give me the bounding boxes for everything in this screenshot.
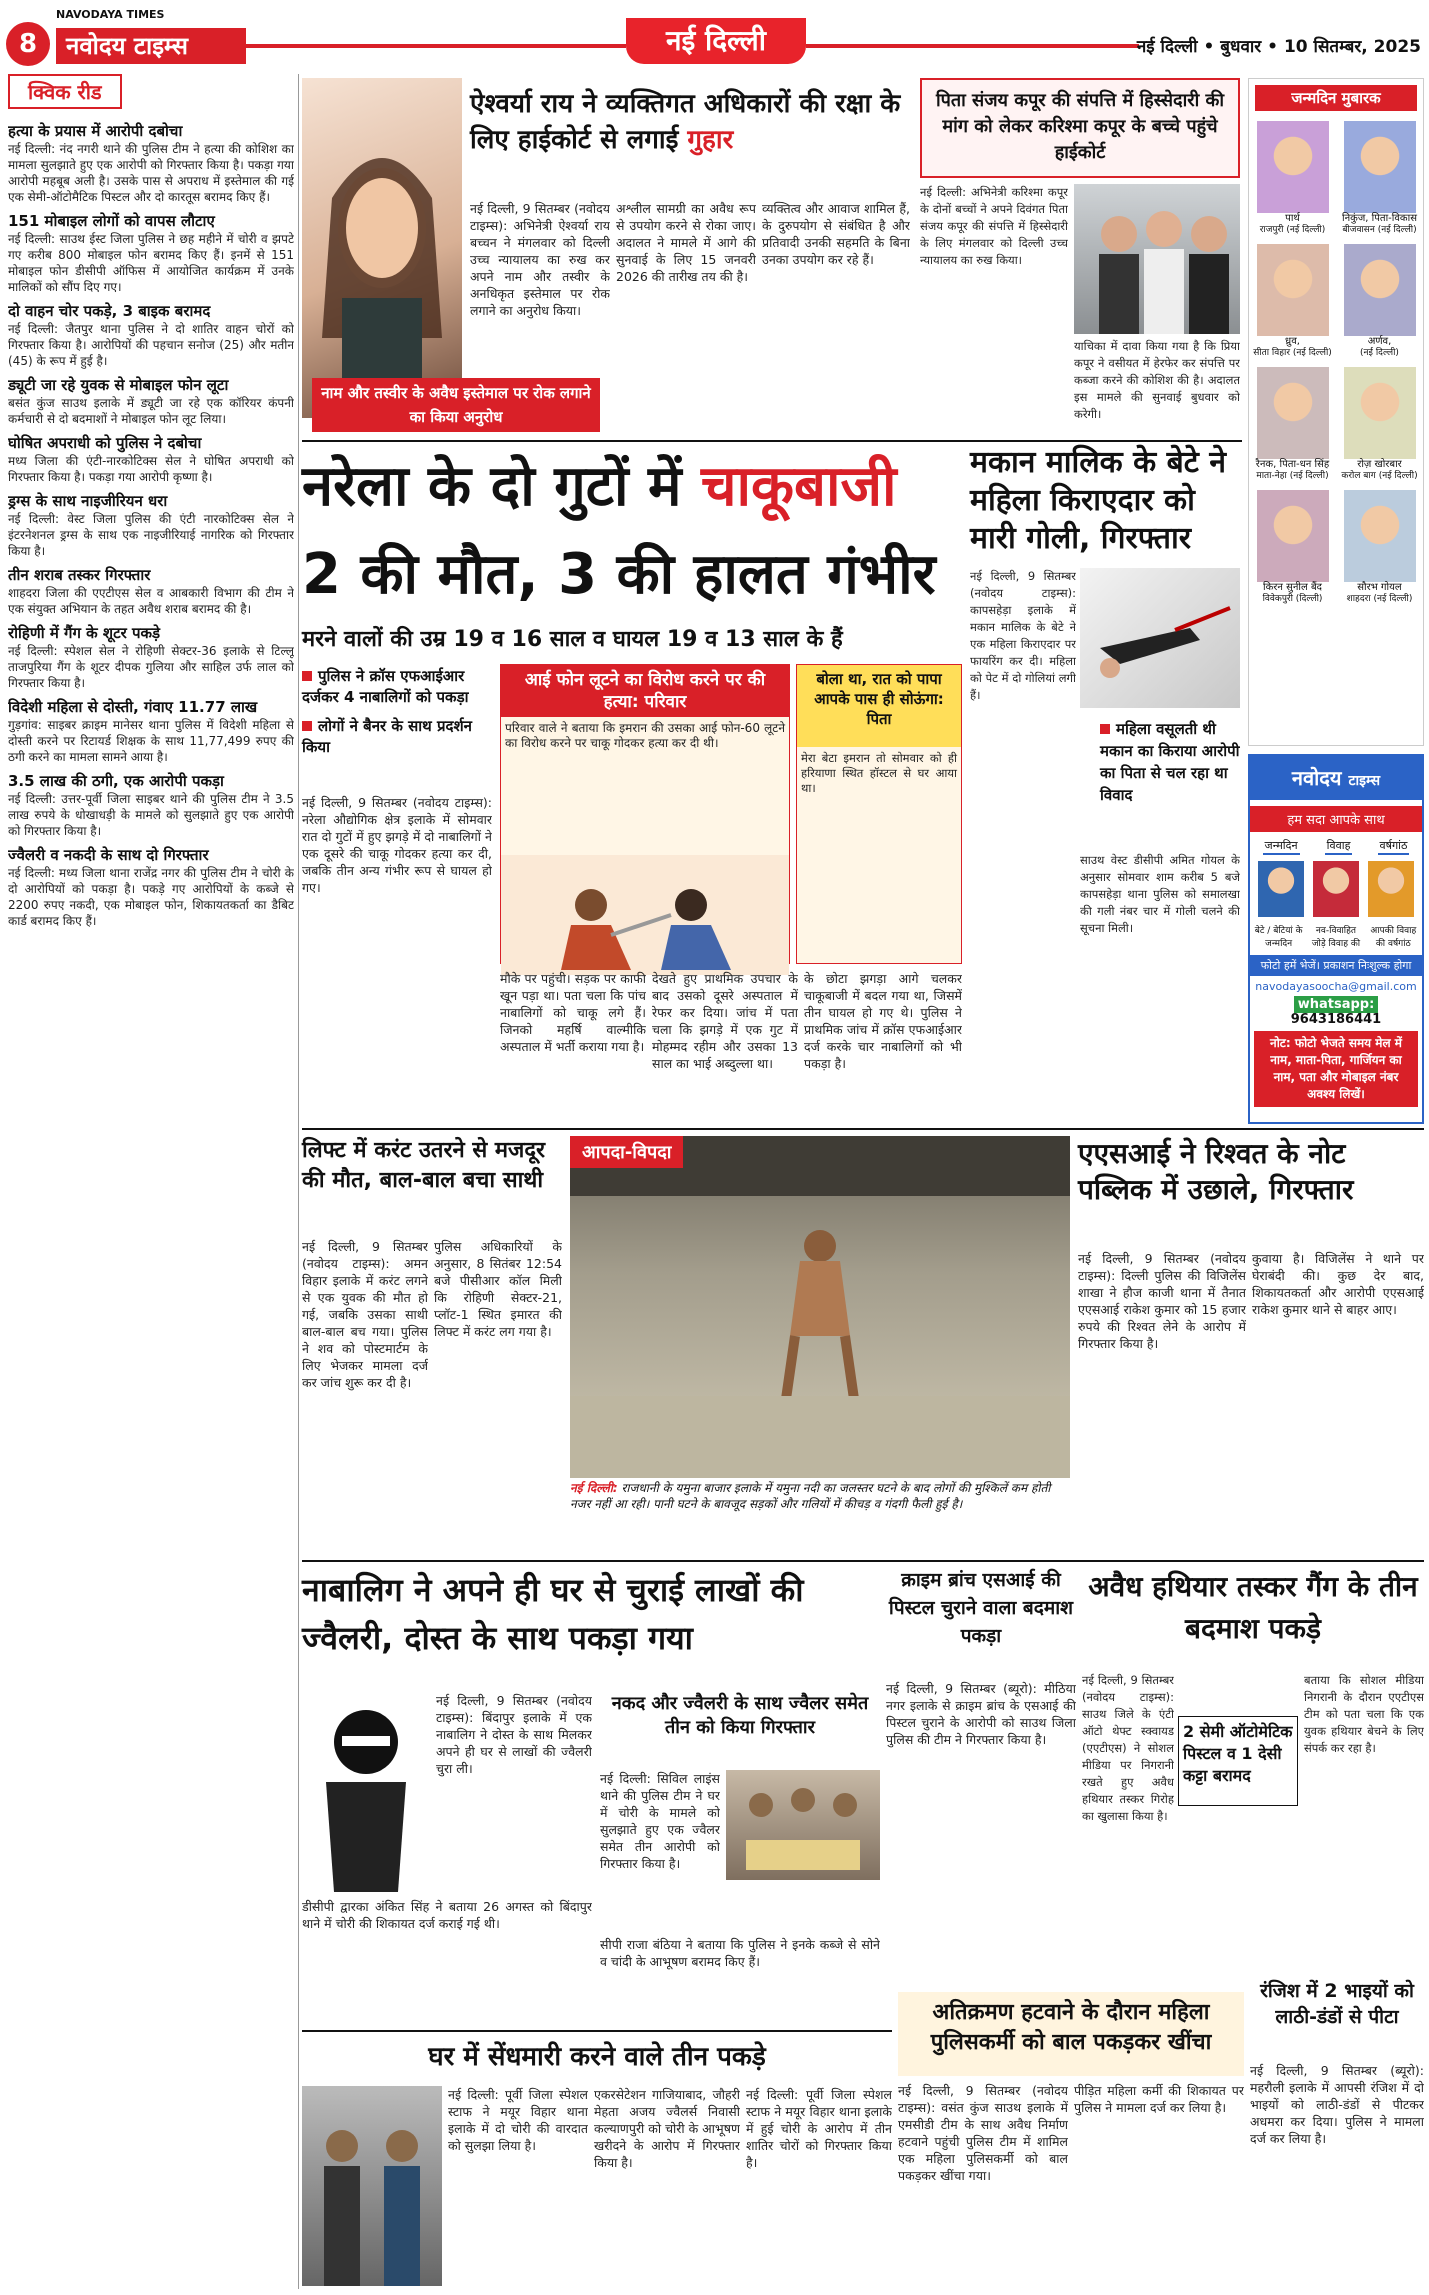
quick-item-text: गुड़गांव: साइबर क्राइम मानेसर थाना पुलिस में विदेशी महिला से दोस्ती करने पर रिटायर्ड शिक्षक के साथ 11,77,499 रुपए की ठगी करने का मामला सामने आया है।	[8, 718, 294, 764]
cash-headline: नकद और ज्वैलरी के साथ ज्वैलर समेत तीन को किया गिरफ्तार	[611, 1693, 869, 1738]
aishwarya-photo	[302, 78, 462, 418]
birthday-place: राजपुरी (नई दिल्ली)	[1259, 225, 1326, 235]
ad-label: नव-विवाहित जोड़े विवाह की	[1311, 926, 1361, 949]
birthday-person	[1339, 121, 1421, 236]
ad-photo-line: फोटो हमें भेजें। प्रकाशन निःशुल्क होगा	[1250, 955, 1422, 976]
birthday-name: किरन सुनील बैंद	[1263, 582, 1322, 593]
narela-bullet-1	[302, 666, 492, 708]
narela-bullet-1-text: पुलिस ने क्रॉस एफआईआर दर्जकर 4 नाबालिगों को पकड़ा	[302, 667, 469, 706]
birthday-grid	[1249, 117, 1423, 609]
birthday-person	[1339, 490, 1421, 605]
birthday-name: रोज़ खोरबार	[1357, 459, 1402, 470]
aishwarya-headline-highlight: गुहार	[687, 125, 734, 155]
ad-tab: विवाह	[1325, 838, 1353, 855]
encroach-text-2: पीड़ित महिला कर्मी की शिकायत पर पुलिस ने मामला दर्ज कर लिया है।	[1074, 2083, 1244, 2115]
flood-caption-lead: नई दिल्ली:	[570, 1481, 618, 1495]
ad-photo-couple	[1313, 861, 1359, 917]
shot-bullet	[1100, 718, 1240, 848]
quick-item-text: बसंत कुंज साउथ इलाके में ड्यूटी जा रहे एक कॉरियर कंपनी कर्मचारी से दो बदमाशों ने मोबाइल फोन लूट लिया।	[8, 396, 294, 426]
gun-photo	[1080, 568, 1240, 708]
quick-item-headline: तीन शराब तस्कर गिरफ्तार	[8, 566, 151, 584]
karisma-photo	[1074, 184, 1240, 334]
bribe-text-1: नई दिल्ली, 9 सितम्बर (नवोदय टाइम्स): दिल्ली पुलिस की विजिलेंस शाखा ने हौज काजी थाना में तैनात एएसआई राकेश कुमार को 15 हजार रुपये की रिश्वत लेने के आरोप में गिरफ्तार किया है।	[1078, 1251, 1246, 1351]
birthday-photo	[1257, 490, 1329, 582]
birthday-place: सीता विहार (नई दिल्ली)	[1253, 348, 1332, 358]
narela-headline-1	[302, 448, 962, 528]
quick-read-heading: क्विक रीड	[8, 74, 122, 109]
aishwarya-headline-text: ऐश्वर्या राय ने व्यक्तिगत अधिकारों की रक्षा के लिए हाईकोर्ट से लगाई	[470, 89, 901, 155]
quick-item-headline: ड्रग्स के साथ नाइजीरियन धरा	[8, 492, 168, 510]
shot-text-1: नई दिल्ली, 9 सितम्बर (नवोदय टाइम्स): कापसहेड़ा इलाके में मकान मालिक के बेटे ने एक महिला किराएदार पर फायरिंग कर दी। महिला को पेट में दो गोलियां लगी हैं।	[970, 569, 1076, 702]
divider	[302, 1128, 1424, 1130]
ad-brand	[1250, 756, 1422, 800]
brothers-text-1: नई दिल्ली, 9 सितम्बर (ब्यूरो): महरौली इलाके में आपसी रंजिश में दो भाइयों को लाठी-डंडों से पीटकर अधमरा कर दिया। पुलिस ने मामला दर्ज कर लिया है।	[1250, 2063, 1424, 2146]
divider	[302, 1560, 1424, 1562]
birthday-photo	[1344, 367, 1416, 459]
lift-headline: लिफ्ट में करंट उतरने से मजदूर की मौत, बाल-बाल बचा साथी	[302, 1138, 546, 1193]
gang-box: 2 सेमी ऑटोमेटिक पिस्टल व 1 देसी कट्टा बरामद	[1178, 1716, 1298, 1806]
quick-item-headline: 3.5 लाख की ठगी, एक आरोपी पकड़ा	[8, 772, 224, 790]
quick-item-text: नई दिल्ली: जैतपुर थाना पुलिस ने दो शातिर वाहन चोरों को गिरफ्तार किया है। आरोपियों की पहचान सनोज (25) और मतीन (45) के रूप में हुई है।	[8, 322, 294, 368]
birthday-name: रैनक, पिता-धन सिंह	[1255, 459, 1330, 470]
narela-illustration	[501, 855, 789, 975]
apda-label: आपदा-विपदा	[570, 1136, 683, 1168]
aishwarya-text-1: नई दिल्ली, 9 सितम्बर (नवोदय टाइम्स): अभिनेत्री ऐश्वर्या राय बच्चन ने मंगलवार को दिल्ली उच्च न्यायालय का रुख कर अपने नाम और तस्वीर के अनधिकृत इस्तेमाल पर रोक लगाने का अनुरोध किया।	[470, 201, 610, 318]
birthday-name: सौरभ गोयल	[1357, 582, 1402, 593]
birthday-photo	[1344, 121, 1416, 213]
birthday-place: माता-नेहा (नई दिल्ली)	[1256, 471, 1329, 481]
crime-text-1: नई दिल्ली, 9 सितम्बर (ब्यूरो): मीठिया नगर इलाके से क्राइम ब्रांच के एसआई की पिस्टल चुराने के आरोपी को साउथ जिला पुलिस की टीम ने गिरफ्तार किया है।	[886, 1681, 1076, 1747]
birthday-person	[1252, 490, 1334, 605]
birthday-person	[1339, 367, 1421, 482]
birthday-person	[1252, 367, 1334, 482]
dateline: नई दिल्ली • बुधवार • 10 सितम्बर, 2025	[1136, 37, 1421, 57]
aishwarya-caption: नाम और तस्वीर के अवैध इस्तेमाल पर रोक लगाने का किया अनुरोध	[312, 378, 600, 432]
narela-text-1: नई दिल्ली, 9 सितम्बर (नवोदय टाइम्स): नरेला औद्योगिक क्षेत्र इलाके में सोमवार रात दो गुटों में हुए झगड़े में दो नाबालिगों ने एक दूसरे की चाकू गोदकर हत्या कर दी, जबकि तीन अन्य गंभीर रूप से घायल हो गए।	[302, 795, 492, 895]
cash-text-2: सीपी राजा बंठिया ने बताया कि पुलिस ने इनके कब्जे से सोने व चांदी के आभूषण बरामद किए हैं।	[600, 1937, 880, 1969]
quick-item-text: नई दिल्ली: नंद नगरी थाने की पुलिस टीम ने हत्या की कोशिश का मामला सुलझाते हुए एक आरोपी को गिरफ्तार किया है। पकड़ा गया आरोपी महबूब अली है। उसके पास से अपराध में इस्तेमाल की गई एक सेमी-ऑटोमैटिक पिस्टल और दो कारतूस बरामद किए हैं।	[8, 142, 294, 204]
burglar-text-2: एकरसेटेशन गाजियाबाद, जौहरी मेहता अजय ज्वैलर्स निवासी कल्याणपुरी को चोरी के आभूषण खरीदने के आरोप में गिरफ्तार किया है।	[594, 2087, 740, 2170]
birthday-place: (नई दिल्ली)	[1360, 348, 1399, 358]
burglar-text-3: नई दिल्ली: पूर्वी जिला स्पेशल स्टाफ ने मयूर विहार थाना इलाके में हुई चोरी के आरोप में तीन शातिर चोरों को गिरफ्तार किया है।	[746, 2087, 892, 2170]
minor-text-2: डीसीपी द्वारका अंकित सिंह ने बताया 26 अगस्त को बिंदापुर थाने में चोरी की शिकायत दर्ज कराई गई थी।	[302, 1899, 592, 1931]
quick-item-headline: रोहिणी में गैंग के शूटर पकड़े	[8, 624, 161, 642]
birthday-photo	[1257, 367, 1329, 459]
page-header	[0, 0, 1429, 64]
gang-text-1: नई दिल्ली, 9 सितम्बर (नवोदय टाइम्स): साउथ जिले के एंटी ऑटो थेफ्ट स्क्वायड (एएटीएस) ने सोशल मीडिया पर निगरानी रखते हुए अवैध हथियार तस्कर गिरोह का खुलासा किया है।	[1082, 1673, 1174, 1823]
shot-headline: मकान मालिक के बेटे ने महिला किराएदार को मारी गोली, गिरफ्तार	[970, 445, 1226, 556]
section-tab: नई दिल्ली	[626, 18, 806, 64]
narela-box-1-text: परिवार वाले ने बताया कि इमरान की उसका आई फोन-60 लूटने का विरोध करने पर चाकू गोदकर हत्या कर दी थी।	[501, 717, 789, 855]
ad-note: नोट: फोटो भेजते समय मेल में नाम, माता-पिता, गार्जियन का नाम, पता और मोबाइल नंबर अवश्य लिखें।	[1254, 1031, 1418, 1107]
birthday-place: शाहदरा (नई दिल्ली)	[1346, 594, 1413, 604]
karisma-headline: पिता संजय कपूर की संपत्ति में हिस्सेदारी की मांग को लेकर करिश्मा कपूर के बच्चे पहुंचे हाईकोर्ट	[920, 78, 1240, 178]
ad-tabs	[1250, 838, 1422, 855]
birthday-photo	[1257, 244, 1329, 336]
thief-illustration	[302, 1692, 430, 1892]
narela-bullet-2	[302, 716, 492, 758]
header-rule-right	[806, 44, 1139, 48]
burglar-headline: घर में सेंधमारी करने वाले तीन पकड़े	[302, 2030, 892, 2080]
quick-item-text: नई दिल्ली: स्पेशल सेल ने रोहिणी सेक्टर-36 इलाके से टिल्लू ताजपुरिया गैंग के शूटर दीपक गुलिया और साहिल उर्फ लाल को गिरफ्तार किया है।	[8, 644, 294, 690]
ad-tagline: हम सदा आपके साथ	[1250, 806, 1422, 832]
ad-email[interactable]: navodayasoocha@gmail.com	[1255, 980, 1417, 993]
narela-box-2-text: मेरा बेटा इमरान तो सोमवार को ही हरियाणा स्थित हॉस्टल से घर आया था।	[797, 747, 961, 963]
birthday-person	[1339, 244, 1421, 359]
brand-small: NAVODAYA TIMES	[56, 8, 165, 21]
quick-item-text: नई दिल्ली: उत्तर-पूर्वी जिला साइबर थाने की पुलिस टीम ने 3.5 लाख रुपये के धोखाधड़ी के मामले को सुलझाते हुए एक आरोपी को गिरफ्तार किया है।	[8, 792, 294, 838]
narela-box-1	[500, 664, 790, 964]
quick-item-text: शाहदरा जिला की एएटीएस सेल व आबकारी विभाग की टीम ने एक संयुक्त अभियान के तहत अवैध शराब बरामद की है।	[8, 586, 294, 616]
aishwarya-text-2: अश्लील सामग्री का अवैध रूप से उपयोग करने से रोका जाए। अदालत ने मामले में आगे की सुनवाई के लिए 15 जनवरी 2026 की तारीख तय की है।	[616, 201, 756, 284]
header-rule-left	[240, 44, 626, 48]
bribe-text-2: कुवाया है। विजिलेंस ने थाने पर घेराबंदी की। कुछ देर बाद, शिकायतकर्ता और आरोपी एएसआई राकेश कुमार थाने से बाहर आए।	[1252, 1251, 1424, 1317]
minor-headline: नाबालिग ने अपने ही घर से चुराई लाखों की ज्वैलरी, दोस्त के साथ पकड़ा गया	[302, 1571, 804, 1657]
bribe-headline: एएसआई ने रिश्वत के नोट पब्लिक में उछाले, गिरफ्तार	[1078, 1137, 1354, 1206]
quick-read-column	[8, 74, 294, 2289]
ad-tab: जन्मदिन	[1263, 838, 1300, 855]
birthday-box	[1248, 78, 1424, 746]
karisma-text-2: याचिका में दावा किया गया है कि प्रिया कपूर ने वसीयत में हेरफेर कर संपत्ति पर कब्जा करने की कोशिश की है। अदालत इस मामले की सुनवाई बुधवार को करेगी।	[1074, 339, 1240, 421]
narela-text-4: के छोटा झगड़ा आगे चलकर चाकूबाजी में बदल गया था, जिसमें तीन घायल हो गए थे। पुलिस ने प्राथमिक जांच में क्रॉस एफआईआर दर्ज करके चार नाबालिगों को भी पकड़ा है।	[804, 971, 962, 1071]
ad-whatsapp[interactable]	[1250, 997, 1422, 1027]
ad-brand-rest: टाइम्स	[1348, 773, 1381, 789]
quick-item-headline: विदेशी महिला से दोस्ती, गंवाए 11.77 लाख	[8, 698, 258, 716]
gang-headline: अवैध हथियार तस्कर गैंग के तीन बदमाश पकड़े	[1088, 1570, 1418, 1645]
birthday-name: अर्णव,	[1367, 336, 1392, 347]
quick-item-text: नई दिल्ली: मध्य जिला थाना राजेंद्र नगर की पुलिस टीम ने चोरी के दो आरोपियों को पकड़ा है। पकड़े गए आरोपियों के कब्जे से 2200 रुपए नकदी, एक मोबाइल फोन, शिकायतकर्ता का डैबिट कार्ड बरामद किए हैं।	[8, 866, 294, 928]
whatsapp-label: whatsapp:	[1294, 996, 1379, 1013]
narela-box-1-title: आई फोन लूटने का विरोध करने पर की हत्या: परिवार	[501, 665, 789, 717]
shot-bullet-text: महिला वसूलती थी मकान का किराया आरोपी का पिता से चल रहा था विवाद	[1100, 720, 1240, 804]
brand-name: नवोदय टाइम्स	[56, 28, 246, 64]
encroach-headline: अतिक्रमण हटवाने के दौरान महिला पुलिसकर्मी को बाल पकड़कर खींचा	[898, 1992, 1244, 2076]
quick-item-headline: दो वाहन चोर पकड़े, 3 बाइक बरामद	[8, 302, 211, 320]
birthday-place: विवेकपुरी (दिल्ली)	[1262, 594, 1323, 604]
quick-item-headline: ज्वैलरी व नकदी के साथ दो गिरफ्तार	[8, 846, 209, 864]
ad-brand-red: नवोदय	[1291, 766, 1342, 790]
burglar-text-1: नई दिल्ली: पूर्वी जिला स्पेशल स्टाफ ने मयूर विहार थाना इलाके में दो चोरी की वारदात को सुलझा लिया है।	[448, 2087, 588, 2153]
ad-photos	[1254, 861, 1418, 917]
cash-photo	[726, 1770, 880, 1880]
quick-item-headline: ड्यूटी जा रहे युवक से मोबाइल फोन लूटा	[8, 376, 229, 394]
navodaya-ad	[1248, 754, 1424, 1124]
narela-bullet-2-text: लोगों ने बैनर के साथ प्रदर्शन किया	[302, 717, 473, 756]
narela-headline-highlight: चाकूबाजी	[700, 454, 897, 519]
quick-item-text: नई दिल्ली: वेस्ट जिला पुलिस की एंटी नारकोटिक्स सेल ने इंटरनेशनल ड्रग्स के साथ एक नाइजीरियाई नागरिक को गिरफ्तार किया है।	[8, 512, 294, 558]
aishwarya-headline	[470, 86, 910, 196]
quick-item-headline: घोषित अपराधी को पुलिस ने दबोचा	[8, 434, 202, 452]
ad-photo-anniv	[1368, 861, 1414, 917]
burglar-photo	[302, 2086, 442, 2286]
gang-text-2: बताया कि सोशल मीडिया निगरानी के दौरान एएटीएस टीम को पता चला कि एक युवक हथियार बेचने के लिए संपर्क कर रहा है।	[1304, 1673, 1424, 1755]
narela-box-2-title: बोला था, रात को पापा आपके पास ही सोऊंगा: पिता	[797, 665, 961, 747]
birthday-photo	[1344, 244, 1416, 336]
ad-label: आपकी विवाह की वर्षगांठ	[1370, 926, 1417, 949]
minor-text-1: नई दिल्ली, 9 सितम्बर (नवोदय टाइम्स): बिंदापुर इलाके में एक नाबालिग ने दोस्त के साथ मिलकर अपने ही घर से लाखों की ज्वैलरी चुरा ली।	[436, 1693, 592, 1776]
ad-labels	[1250, 923, 1422, 949]
birthday-person	[1252, 121, 1334, 236]
narela-subhead: मरने वालों की उम्र 19 व 16 साल व घायल 19 व 13 साल के हैं	[302, 627, 843, 652]
shot-text-2: साउथ वेस्ट डीसीपी अमित गोयल के अनुसार सोमवार शाम करीब 5 बजे कापसहेड़ा थाना पुलिस को समालखा की गली नंबर चार में गोली चलने की सूचना मिली।	[1080, 853, 1240, 935]
ad-photo-child	[1258, 861, 1304, 917]
whatsapp-number: 9643186441	[1290, 1012, 1382, 1027]
brothers-headline: रंजिश में 2 भाइयों को लाठी-डंडों से पीटा	[1260, 1980, 1414, 2028]
page-number: 8	[6, 22, 50, 66]
birthday-name: पार्थ	[1285, 213, 1300, 224]
narela-text-2: मौके पर पहुंची। सड़क पर काफी खून पड़ा था। पता चला कि पांच नाबालिगों को चाकू लगे हैं। जिनको महर्षि वाल्मीकि अस्पताल में भर्ती कराया गया है।	[500, 971, 646, 1054]
birthday-title: जन्मदिन मुबारक	[1255, 85, 1417, 111]
birthday-place: बीजवासन (नई दिल्ली)	[1342, 225, 1417, 235]
birthday-photo	[1344, 490, 1416, 582]
birthday-name: ध्रुव,	[1285, 336, 1300, 347]
lift-text-1: नई दिल्ली, 9 सितम्बर (नवोदय टाइम्स): अमन विहार इलाके में करंट लगने से एक युवक की मौत हो गई, जबकि उसका साथी बाल-बाल बच गया। पुलिस ने शव को पोस्टमार्टम के लिए भेजकर मामला दर्ज कर जांच शुरू कर दी है।	[302, 1239, 428, 1390]
narela-bullets	[302, 666, 492, 786]
quick-item-text: मध्य जिला की एंटी-नारकोटिक्स सेल ने घोषित अपराधी को गिरफ्तार किया है। पकड़ा गया आरोपी कृष्णा है।	[8, 454, 294, 484]
birthday-place: करोल बाग (नई दिल्ली)	[1341, 471, 1418, 481]
quick-item-headline: हत्या के प्रयास में आरोपी दबोचा	[8, 122, 183, 140]
encroach-text-1: नई दिल्ली, 9 सितम्बर (नवोदय टाइम्स): वसंत कुंज साउथ इलाके में एमसीडी टीम के साथ अवैध निर्माण हटवाने पहुंची पुलिस टीम में शामिल एक महिला पुलिसकर्मी को बाल पकड़कर खींचा गया।	[898, 2083, 1068, 2183]
flood-photo	[570, 1136, 1070, 1478]
lift-text-2: पुलिस अधिकारियों के अनुसार, 8 सितंबर 12:54 बजे पीसीआर कॉल मिली कि रोहिणी सेक्टर-21, प्लॉट-1 स्थित इमारत की लिफ्ट में करंट लग गया है।	[434, 1239, 562, 1339]
flood-caption	[570, 1480, 1070, 1550]
ad-tab: वर्षगांठ	[1378, 838, 1410, 855]
aishwarya-text-3: व्यक्तित्व और आवाज शामिल हैं, के दुरुपयोग से संबंधित है और प्रतिवादी उनकी सहमति के बिना उनका उपयोग कर रहे हैं।	[762, 201, 910, 267]
karisma-text-1: नई दिल्ली: अभिनेत्री करिश्मा कपूर के दोनों बच्चों ने अपने दिवंगत पिता संजय कपूर की संपत्ति में हिस्सेदारी के लिए मंगलवार को दिल्ली उच्च न्यायालय का रुख किया।	[920, 185, 1068, 267]
column-divider	[298, 74, 299, 2289]
narela-text-3: देखते हुए प्राथमिक उपचार के बाद उसको दूसरे अस्पताल में रेफर कर दिया। जांच में पता चला कि झगड़े में एक गुट में मोहम्मद रहीम और उसका 13 साल का भाई अब्दुल्ला था।	[652, 971, 798, 1071]
quick-item-text: नई दिल्ली: साउथ ईस्ट जिला पुलिस ने छह महीने में चोरी व झपटे गए करीब 800 मोबाइल फोन बरामद किए हैं। इनमें से 151 मोबाइल फोन डीसीपी ऑफिस में आयोजित कार्यक्रम में उनके मालिकों को सौंप दिए गए।	[8, 232, 294, 294]
quick-item-headline: 151 मोबाइल लोगों को वापस लौटाए	[8, 212, 215, 230]
cash-text-1: नई दिल्ली: सिविल लाइंस थाने की पुलिस टीम ने घर में चोरी के मामले को सुलझाते हुए एक ज्वैलर समेत तीन आरोपी को गिरफ्तार किया है।	[600, 1771, 720, 1871]
birthday-name: निकुंज, पिता-विकास	[1342, 213, 1417, 224]
narela-headline-text: नरेला के दो गुटों में	[302, 454, 701, 519]
ad-label: बेटे / बेटियां के जन्मदिन	[1254, 926, 1303, 949]
quick-read-list	[8, 121, 294, 929]
narela-box-2	[796, 664, 962, 964]
birthday-person	[1252, 244, 1334, 359]
flood-caption-text: राजधानी के यमुना बाजार इलाके में यमुना नदी का जलस्तर घटने के बाद लोगों की मुश्किलें कम होती नजर नहीं आ रही। पानी घटने के बावजूद सड़कों और गलियों में कीचड़ व गंदगी फैली हुई है।	[570, 1481, 1051, 1511]
crime-headline: क्राइम ब्रांच एसआई की पिस्टल चुराने वाला बदमाश पकड़ा	[888, 1569, 1074, 1647]
divider	[302, 440, 1242, 442]
narela-headline-2: 2 की मौत, 3 की हालत गंभीर	[302, 542, 936, 607]
birthday-photo	[1257, 121, 1329, 213]
